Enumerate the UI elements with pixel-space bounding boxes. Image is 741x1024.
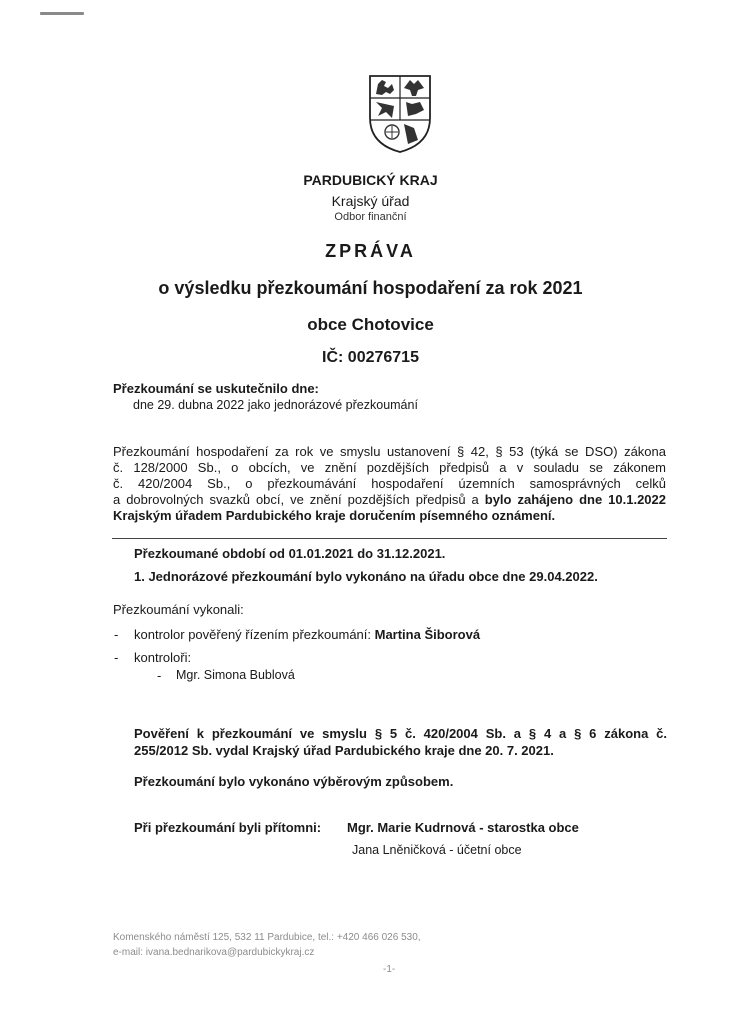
intro-line-5: Krajským úřadem Pardubického kraje doručením písemného oznámení.	[113, 508, 556, 523]
department-name: Odbor finanční	[334, 211, 407, 223]
authorization-line-1: Pověření k přezkoumání ve smyslu § 5 č. 420/2004 Sb. a § 4 a § 6 zákona č.	[134, 726, 667, 741]
intro-line-4	[113, 492, 666, 508]
intro-paragraph	[113, 444, 666, 524]
review-date-value: dne 29. dubna 2022 jako jednorázové přezkoumání	[133, 398, 418, 412]
controller-name: Mgr. Simona Bublová	[176, 668, 295, 682]
authorization-line-2: 255/2012 Sb. vydal Krajský úřad Pardubického kraje dne 20. 7. 2021.	[134, 743, 554, 758]
controllers-label: kontroloři:	[134, 650, 192, 665]
review-period: Přezkoumané období od 01.01.2021 do 31.12.2021.	[134, 546, 446, 561]
coat-of-arms-icon	[368, 74, 432, 154]
scan-mark	[40, 12, 84, 15]
review-date-label: Přezkoumání se uskutečnilo dne:	[113, 381, 319, 396]
present-label: Při přezkoumání byli přítomni:	[134, 820, 322, 835]
list-bullet: -	[114, 627, 119, 642]
review-method: Přezkoumání bylo vykonáno výběrovým způsobem.	[134, 774, 454, 789]
present-person-1: Mgr. Marie Kudrnová - starostka obce	[347, 820, 579, 835]
document-subtitle: o výsledku přezkoumání hospodaření za rok 2021	[158, 278, 583, 298]
list-bullet: -	[157, 668, 162, 683]
footer-email: e-mail: ivana.bednarikova@pardubickykraj.cz	[113, 947, 315, 958]
lead-reviewer	[134, 627, 480, 642]
municipality-name: obce Chotovice	[307, 315, 434, 334]
intro-line-2: č. 128/2000 Sb., o obcích, ve znění pozdějších předpisů a v souladu se zákonem	[113, 460, 666, 475]
section-divider	[112, 538, 667, 539]
intro-line-3: č. 420/2004 Sb., o přezkoumávání hospodaření územních samosprávných celků	[113, 476, 666, 491]
review-period-item: 1. Jednorázové přezkoumání bylo vykonáno na úřadu obce dne 29.04.2022.	[134, 569, 598, 584]
document-title: ZPRÁVA	[325, 241, 416, 261]
region-name: PARDUBICKÝ KRAJ	[303, 172, 438, 188]
present-person-2: Jana Lněničková - účetní obce	[352, 843, 522, 857]
ic-number: IČ: 00276715	[322, 349, 419, 366]
reviewers-label: Přezkoumání vykonali:	[113, 602, 244, 617]
list-bullet: -	[114, 650, 119, 665]
intro-line-4-text: a dobrovolných svazků obcí, ve znění pozdějších předpisů a	[113, 492, 485, 507]
lead-reviewer-name: Martina Šiborová	[374, 627, 481, 642]
footer-address: Komenského náměstí 125, 532 11 Pardubice, tel.: +420 466 026 530,	[113, 932, 421, 943]
page-number: -1-	[383, 964, 396, 975]
lead-reviewer-label: kontrolor pověřený řízením přezkoumání:	[134, 627, 375, 642]
intro-line-4-bold: bylo zahájeno dne 10.1.2022	[484, 492, 666, 507]
intro-line-1: Přezkoumání hospodaření za rok ve smyslu ustanovení § 42, § 53 (týká se DSO) zákona	[113, 444, 666, 459]
office-name: Krajský úřad	[331, 193, 410, 209]
